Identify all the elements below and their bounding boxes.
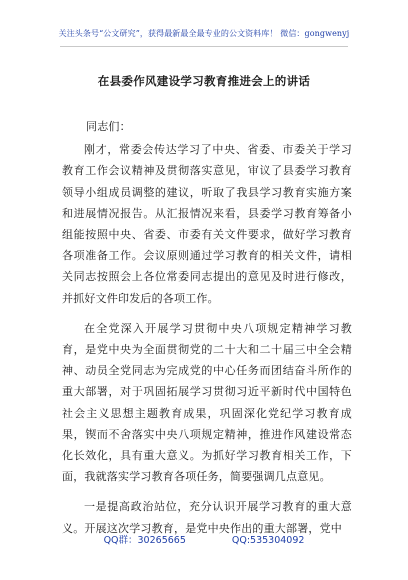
paragraph-1: 刚才，常委会传达学习了中央、省委、市委关于学习教育工作会议精神及贯彻落实意见，审议了县委学习教育领导小组成员调整的建议，听取了我县学习教育实施方案和进展情况报告。从汇报情况来看，县委学习教育筹备小组能按照中央、省委、市委有关文件要求，做好学习教育各项准备工作。会议原则通过学习教育的相关文件，请相关同志按照会上各位常委同志提出的意见及时进行修改，并抓好文件印发后的各项工作。 (62, 143, 352, 305)
document-body (62, 116, 352, 539)
footer-qq-group: QQ群：30265665 (103, 535, 186, 546)
paragraph-3: 一是提高政治站位，充分认识开展学习教育的重大意义。开展这次学习教育，是党中央作出的重大部署，党中 (62, 500, 352, 535)
salutation: 同志们： (86, 120, 131, 133)
header-divider (60, 46, 348, 47)
header-banner: 关注头条号“公文研究”，获得最新最全最专业的公文资料库！ 微信：gongwenyj (58, 29, 350, 38)
footer-contact (0, 532, 408, 546)
document-title: 在县委作风建设学习教育推进会上的讲话 (97, 74, 311, 88)
footer-qq: QQ:535304092 (231, 535, 305, 546)
paragraph-2: 在全党深入开展学习贯彻中央八项规定精神学习教育，是党中央为全面贯彻党的二十大和二十届三中全会精神、动员全党同志为完成党的中心任务而团结奋斗所作的重大部署，对于巩固拓展学习贯彻习近平新时代中国特色社会主义思想主题教育成果，巩固深化党纪学习教育成果，锲而不舍落实中央八项规定精神，推进作风建设常态化长效化，具有重大意义。为抓好学习教育相关工作，下面，我就落实学习教育各项任务，简要强调几点意见。 (62, 321, 352, 484)
